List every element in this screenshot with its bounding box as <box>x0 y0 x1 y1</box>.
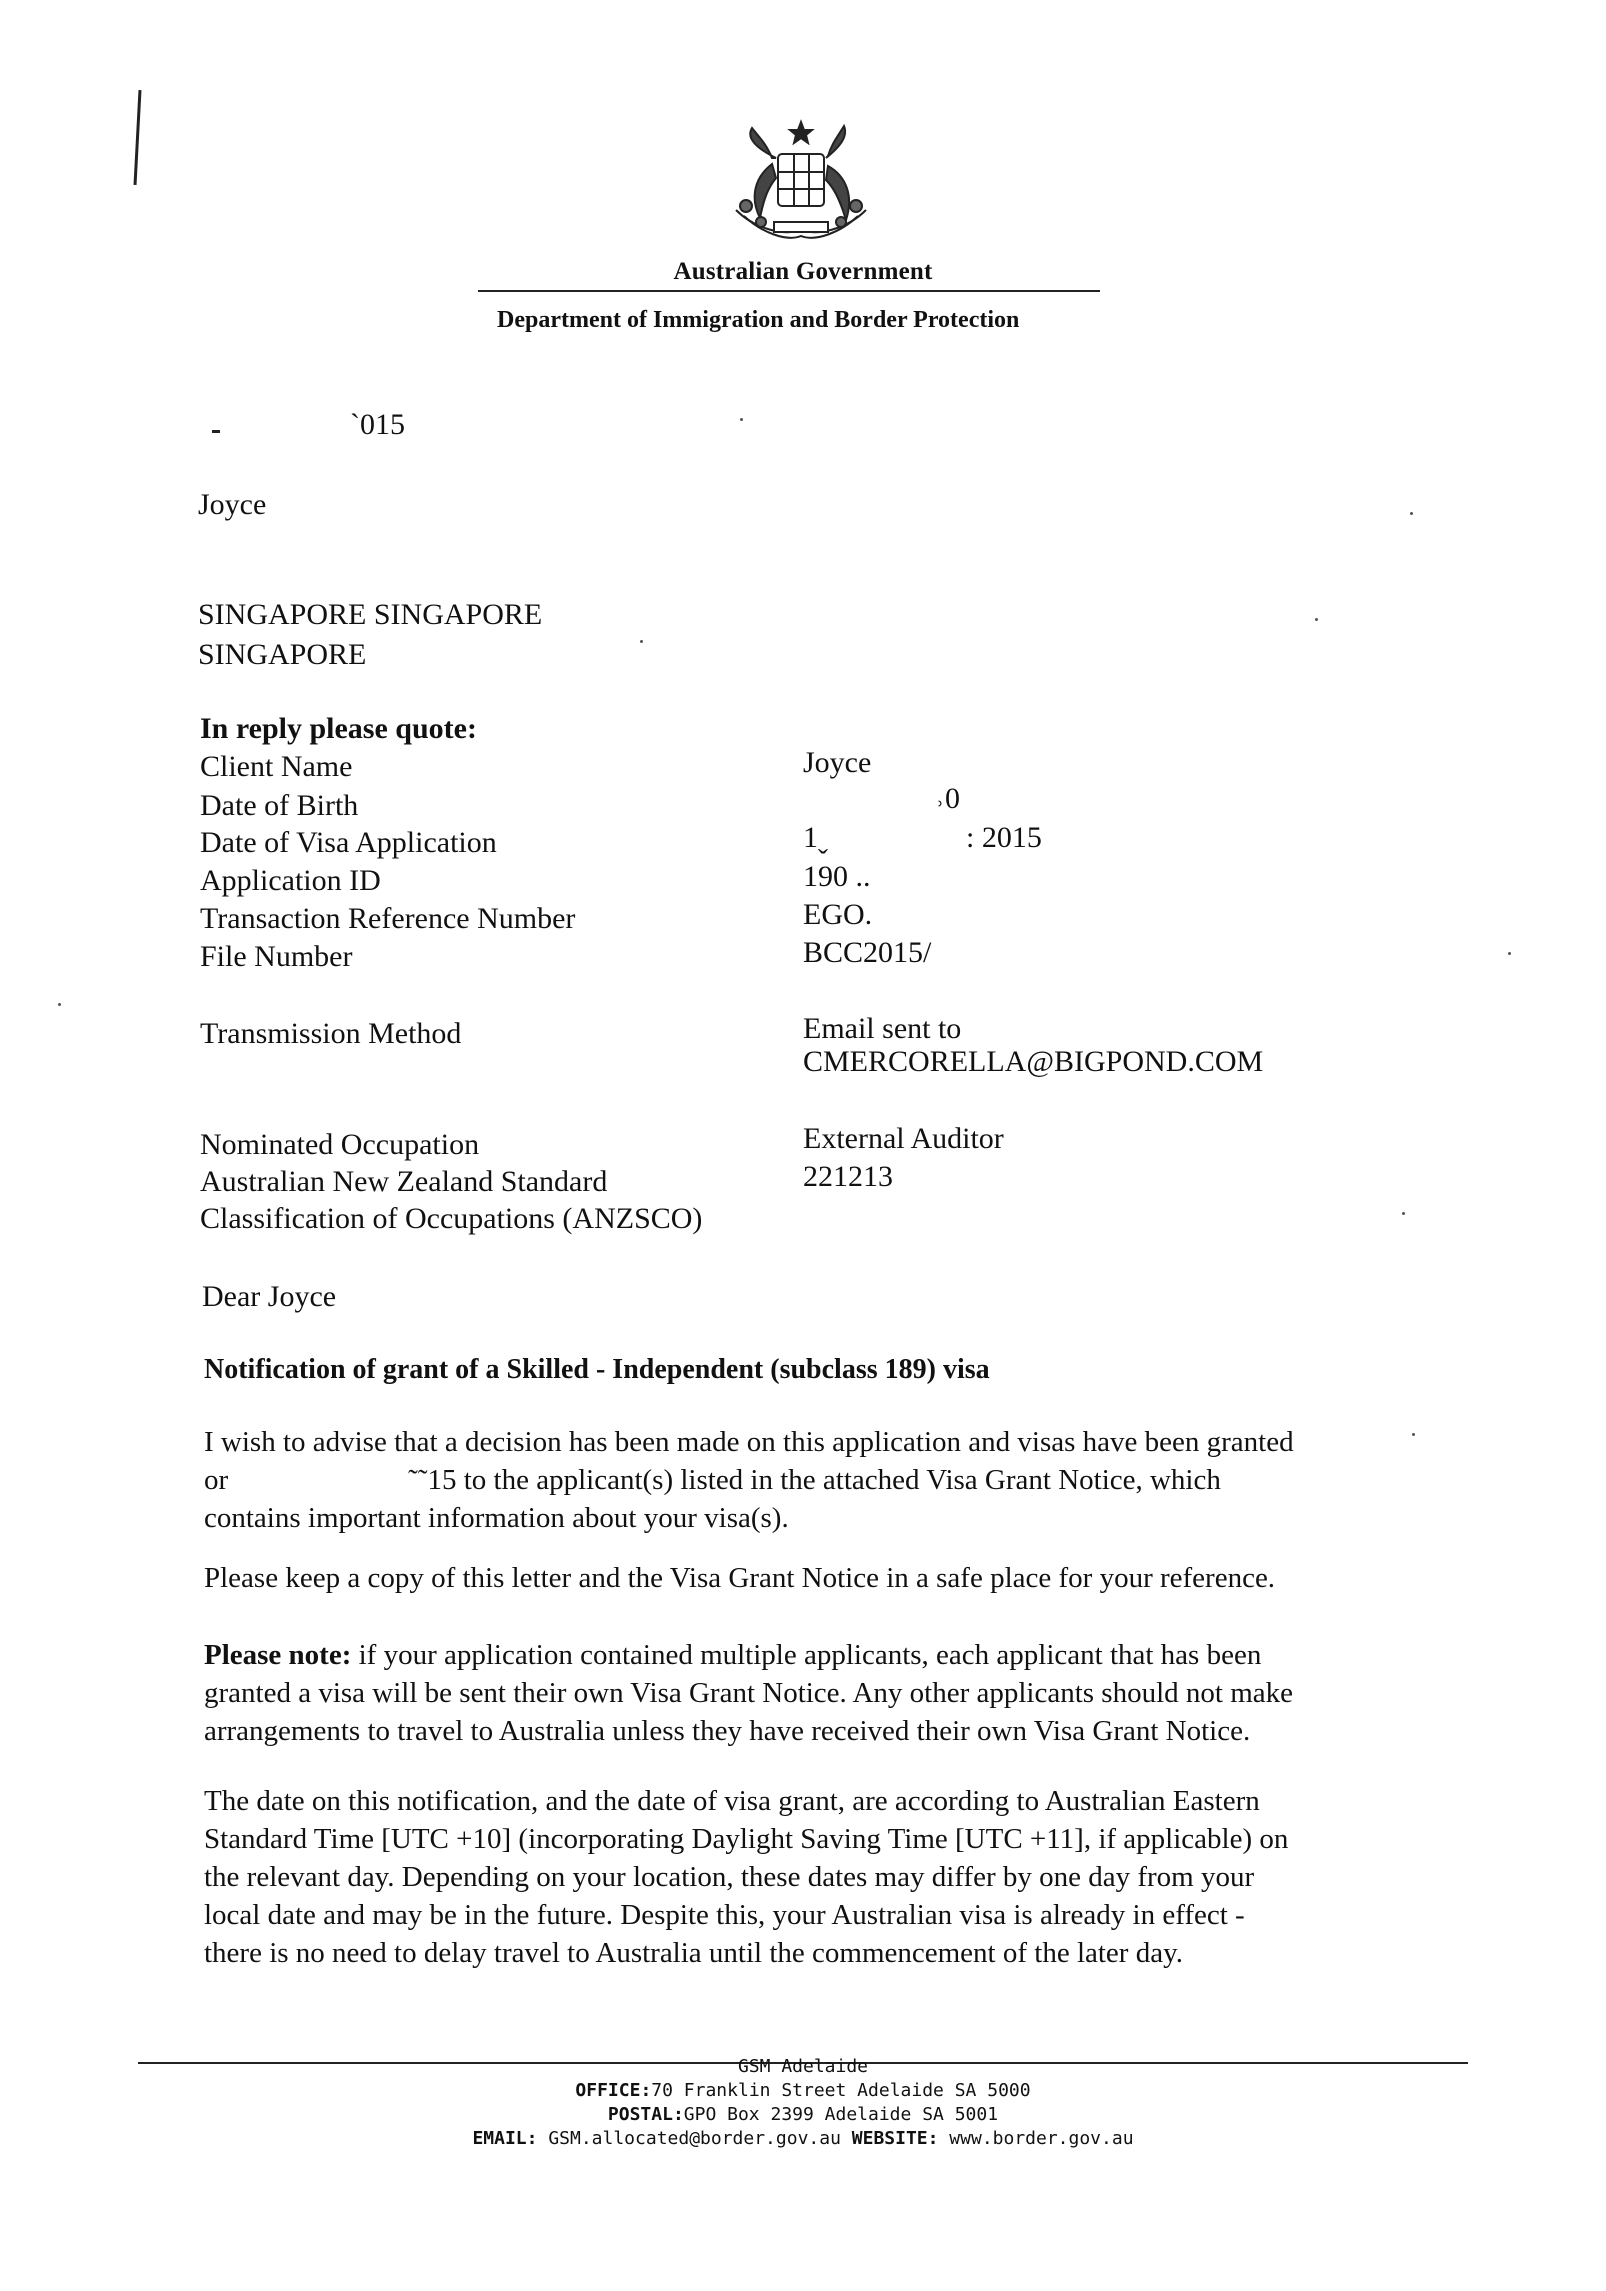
anzsco-label-line2: Classification of Occupations (ANZSCO) <box>200 1202 703 1235</box>
address-line-2: SINGAPORE <box>198 638 367 671</box>
please-note-text: if your application contained multiple applicants, each applicant that has been <box>351 1639 1262 1671</box>
australian-coat-of-arms-icon <box>716 118 886 248</box>
footer-postal <box>0 2104 1606 2125</box>
footer-email-value[interactable]: GSM.allocated@border.gov.au <box>537 2128 852 2149</box>
footer-website-value[interactable]: www.border.gov.au <box>938 2128 1134 2149</box>
anzsco-value: 221213 <box>803 1160 893 1193</box>
letter-date: ˋ015 <box>350 408 405 441</box>
file-number-label: File Number <box>200 940 353 973</box>
department-title: Department of Immigration and Border Protection <box>497 307 1020 333</box>
footer-website-label: WEBSITE: <box>851 2128 939 2149</box>
scan-speck <box>1402 1212 1405 1215</box>
client-name-label: Client Name <box>200 750 353 783</box>
footer-office-name: GSM Adelaide <box>737 2056 869 2077</box>
scan-speck <box>1412 1433 1415 1436</box>
paragraph-keep-copy: Please keep a copy of this letter and the Visa Grant Notice in a safe place for your reference. <box>204 1562 1276 1594</box>
please-note-line-3: arrangements to travel to Australia unless they have received their own Visa Grant Notice. <box>204 1715 1251 1747</box>
visa-application-date-label: Date of Visa Application <box>200 826 497 859</box>
reply-heading: In reply please quote: <box>200 712 477 745</box>
transaction-reference-value: EGO. <box>803 898 873 931</box>
application-id-label: Application ID <box>200 864 381 897</box>
grant-advice-line-2 <box>204 1461 1294 1499</box>
scan-speck <box>58 1003 61 1006</box>
anzsco-label-line1: Australian New Zealand Standard <box>200 1165 608 1198</box>
scan-speck <box>1508 952 1511 955</box>
timezone-line-2: Standard Time [UTC +10] (incorporating Daylight Saving Time [UTC +11], if applicable) on <box>204 1823 1289 1855</box>
transmission-method-label: Transmission Method <box>200 1017 462 1050</box>
footer-email-label: EMAIL: <box>472 2128 538 2149</box>
paragraph-timezone <box>204 1782 1288 1972</box>
nominated-occupation-value: External Auditor <box>803 1122 1004 1155</box>
grant-advice-date: ˜˜15 to the applicant(s) listed in the attached Visa Grant Notice, which <box>408 1464 1221 1496</box>
salutation: Dear Joyce <box>202 1280 337 1313</box>
transmission-email: CMERCORELLA@BIGPOND.COM <box>803 1045 1264 1078</box>
scan-smudge <box>212 430 220 433</box>
footer-postal-value: GPO Box 2399 Adelaide SA 5001 <box>683 2104 999 2125</box>
scan-speck <box>1315 618 1318 621</box>
pen-mark <box>134 90 142 185</box>
visa-application-date-value: 1ˬ <box>803 821 828 854</box>
client-name-value: Joyce <box>803 746 872 779</box>
please-note-line-1 <box>204 1636 1293 1674</box>
application-id-value: 190 .. <box>803 860 871 893</box>
address-line-1: SINGAPORE SINGAPORE <box>198 598 543 631</box>
date-of-birth-value: ˒0 <box>935 782 960 815</box>
grant-advice-line-1: I wish to advise that a decision has been made on this application and visas have been granted <box>204 1426 1294 1458</box>
date-of-birth-label: Date of Birth <box>200 789 359 822</box>
please-note-line-2: granted a visa will be sent their own Visa Grant Notice. Any other applicants should not make <box>204 1677 1294 1709</box>
letter-subject: Notification of grant of a Skilled - Independent (subclass 189) visa <box>204 1354 990 1385</box>
footer-contact <box>0 2128 1606 2149</box>
paragraph-grant-advice <box>204 1423 1294 1537</box>
timezone-line-4: local date and may be in the future. Despite this, your Australian visa is already in effect - <box>204 1899 1245 1931</box>
footer-postal-label: POSTAL: <box>607 2104 684 2125</box>
recipient-name: Joyce <box>198 488 267 521</box>
timezone-line-3: the relevant day. Depending on your location, these dates may differ by one day from your <box>204 1861 1255 1893</box>
header-rule <box>478 290 1100 292</box>
footer-office-label: OFFICE: <box>575 2080 652 2101</box>
transmission-method-value: Email sent to <box>803 1012 962 1045</box>
please-note-label: Please note: <box>204 1639 352 1671</box>
grant-advice-line-3: contains important information about your visa(s). <box>204 1502 789 1534</box>
file-number-value: BCC2015/ <box>803 936 932 969</box>
scan-speck <box>740 418 743 421</box>
footer-office-value: 70 Franklin Street Adelaide SA 5000 <box>651 2080 1031 2101</box>
scan-speck <box>1410 512 1413 515</box>
transaction-reference-label: Transaction Reference Number <box>200 902 576 935</box>
timezone-line-1: The date on this notification, and the date of visa grant, are according to Australian Eastern <box>204 1785 1260 1817</box>
scan-speck <box>640 640 643 643</box>
government-title: Australian Government <box>673 258 933 285</box>
paragraph-please-note <box>204 1636 1293 1750</box>
grant-advice-prefix: or <box>204 1464 229 1496</box>
visa-application-year: : 2015 <box>966 821 1042 854</box>
nominated-occupation-label: Nominated Occupation <box>200 1128 480 1161</box>
footer-office <box>0 2080 1606 2101</box>
timezone-line-5: there is no need to delay travel to Australia until the commencement of the later day. <box>204 1937 1183 1969</box>
